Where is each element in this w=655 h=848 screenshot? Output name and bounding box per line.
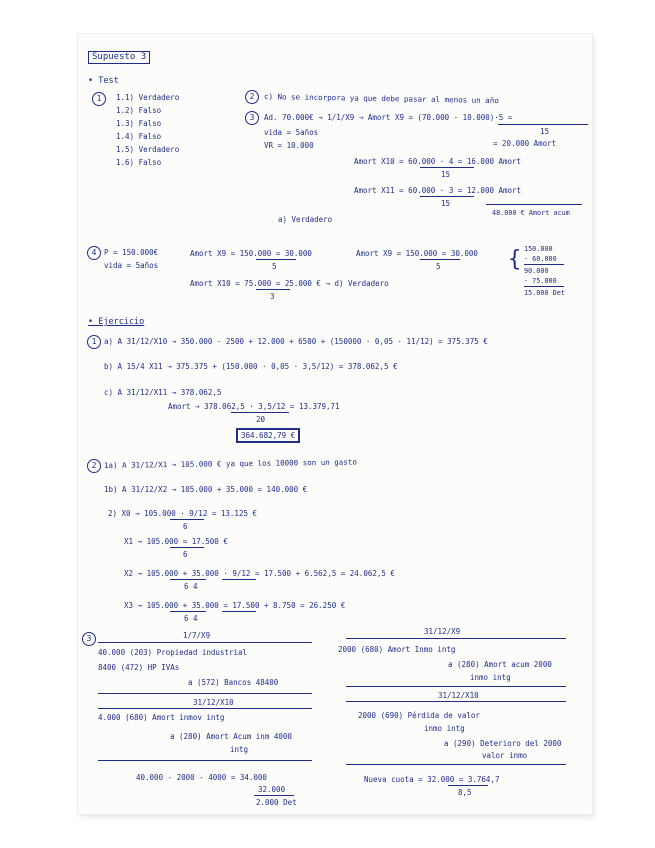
question-2-number: 2 (245, 90, 259, 104)
journal-3-line: 2000 (680) Amort Inmo intg (338, 645, 456, 654)
journal-1-date: 1/7/X9 (183, 631, 211, 640)
q3-denominator: 15 (540, 127, 550, 136)
q3-useful-life: vida = 5años (264, 128, 319, 137)
q4-amort-x9-b: Amort X9 = 150.000 = 30.000 (356, 249, 478, 258)
e2-denominators: 6 4 (184, 614, 198, 623)
e2-x2: X2 → 105.000 + 35.000 · 9/12 = 17.500 + 6.562,5 = 24.062,5 € (124, 569, 395, 578)
q3-denominator: 15 (441, 170, 451, 179)
journal-2-date: 31/12/X10 (193, 698, 234, 707)
journal-2-line: intg (230, 745, 249, 754)
e1-part-c: c) A 31/12/X11 → 378.062,5 (104, 388, 222, 397)
e2-denominator: 6 (183, 550, 188, 559)
journal-3-date: 31/12/X9 (424, 627, 461, 636)
question-3-number: 3 (245, 111, 259, 125)
journal-1-line: 8400 (472) HP IVAs (98, 663, 180, 672)
q1-answer: 1.2) Falso (116, 106, 162, 115)
q2-answer: c) No se incorpora ya que debe pasar al menos un año (263, 92, 499, 106)
journal-2-line: a (280) Amort Acum inm 4000 (170, 732, 292, 741)
q4-denominator: 3 (270, 292, 275, 301)
e1-denominator: 20 (256, 415, 266, 424)
question-1-number: 1 (92, 92, 106, 106)
calc-line: 2.000 Det (256, 798, 297, 807)
exercise-1-number: 1 (87, 335, 101, 349)
journal-3-line: inmo intg (470, 673, 511, 682)
exercise-3-number: 3 (82, 632, 96, 646)
ejercicio-header: • Ejercicio (88, 317, 145, 327)
notes-sheet (78, 34, 592, 814)
e2-denominator: 6 (183, 522, 188, 531)
q4-calc-line: 15.000 Det (524, 289, 565, 297)
q3-denominator: 15 (441, 199, 451, 208)
q1-answer: 1.4) Falso (116, 132, 162, 141)
e2-part-1a: 1a) A 31/12/X1 → 105.000 € ya que los 10000 son un gasto (103, 457, 357, 470)
e1-amort: Amort → 378.062,5 · 3,5/12 = 13.379,71 (168, 402, 340, 411)
q3-acquisition: Ad. 70.000€ → 1/1/X9 → Amort X9 = (70.000 - 10.000)·5 = (264, 113, 513, 122)
calc-line: 40.000 - 2000 - 4000 = 34.000 (136, 773, 267, 782)
q4-useful-life: vida = 5años (104, 261, 159, 270)
q4-calc-line: 150.000 (524, 245, 553, 253)
q1-answer: 1.5) Verdadero (116, 145, 180, 154)
q4-denominator: 5 (272, 262, 277, 271)
question-4-number: 4 (87, 246, 101, 260)
q3-accumulated-total: 48.000 € Amort acum (492, 209, 570, 217)
journal-1-line: a (572) Bancos 48400 (188, 678, 279, 687)
e2-denominators: 6 4 (184, 582, 198, 591)
e1-part-b: b) A 15/4 X11 → 375.375 + (150.000 · 0,05 · 3,5/12) = 378.062,5 € (104, 362, 398, 371)
q4-calc-line: 90.000 (524, 267, 549, 275)
q3-amort-x11: Amort X11 = 60.000 · 3 = 12.000 Amort (354, 186, 522, 195)
journal-2-line: 4.000 (680) Amort inmov intg (98, 713, 225, 722)
journal-1-line: 40.000 (203) Propiedad industrial (98, 648, 248, 657)
q3-residual-value: VR = 10.000 (264, 141, 314, 150)
e1-result: 364.682,79 € (236, 428, 300, 443)
q4-denominator: 5 (436, 262, 441, 271)
e1-part-a: a) A 31/12/X10 → 350.000 - 2500 + 12.000 + 6500 + (150000 · 0,05 · 11/12) = 375.375 € (104, 337, 488, 346)
q1-answer: 1.1) Verdadero (116, 93, 180, 102)
journal-4-line: 2000 (690) Pérdida de valor (358, 711, 480, 720)
exercise-2-number: 2 (87, 459, 101, 473)
q4-amort-x10: Amort X10 = 75.000 = 25.000 € → d) Verdadero (190, 279, 389, 288)
e2-x0: 2) X0 → 105.000 · 9/12 = 13.125 € (108, 509, 258, 518)
test-header: • Test (88, 76, 119, 86)
journal-3-line: a (280) Amort acum 2000 (448, 660, 552, 669)
calc-line: 32.000 (258, 785, 286, 794)
q4-amort-x9-a: Amort X9 = 150.000 = 30.000 (190, 249, 312, 258)
q3-result-x9: = 20.000 Amort (493, 139, 557, 148)
journal-4-date: 31/12/X10 (438, 691, 479, 700)
e2-x3: X3 → 105.000 + 35.000 = 17.500 + 8.750 = 26.250 € (124, 601, 346, 610)
journal-4-line: valor inmo (482, 751, 528, 760)
new-quota: Nueva cuota = 32.000 = 3.764,7 (364, 775, 500, 784)
new-quota-denominator: 8,5 (458, 788, 472, 797)
q4-calc-line: - 75.000 (524, 277, 557, 285)
q4-price: P = 150.000€ (104, 248, 159, 257)
q4-calc-line: - 60.000 (524, 255, 557, 263)
q1-answer: 1.3) Falso (116, 119, 162, 128)
brace: { (508, 247, 522, 272)
journal-4-line: inmo intg (424, 724, 465, 733)
q1-answer: 1.6) Falso (116, 158, 162, 167)
e2-x1: X1 → 105.000 = 17.500 € (124, 537, 228, 546)
e2-part-1b: 1b) A 31/12/X2 → 105.000 + 35.000 = 140.000 € (104, 485, 308, 494)
journal-4-line: a (290) Deterioro del 2000 (444, 739, 562, 748)
page-title: Supuesto 3 (88, 51, 150, 64)
q3-amort-x10: Amort X10 = 60.000 · 4 = 16.000 Amort (354, 157, 522, 166)
q3-answer: a) Verdadero (278, 215, 333, 224)
